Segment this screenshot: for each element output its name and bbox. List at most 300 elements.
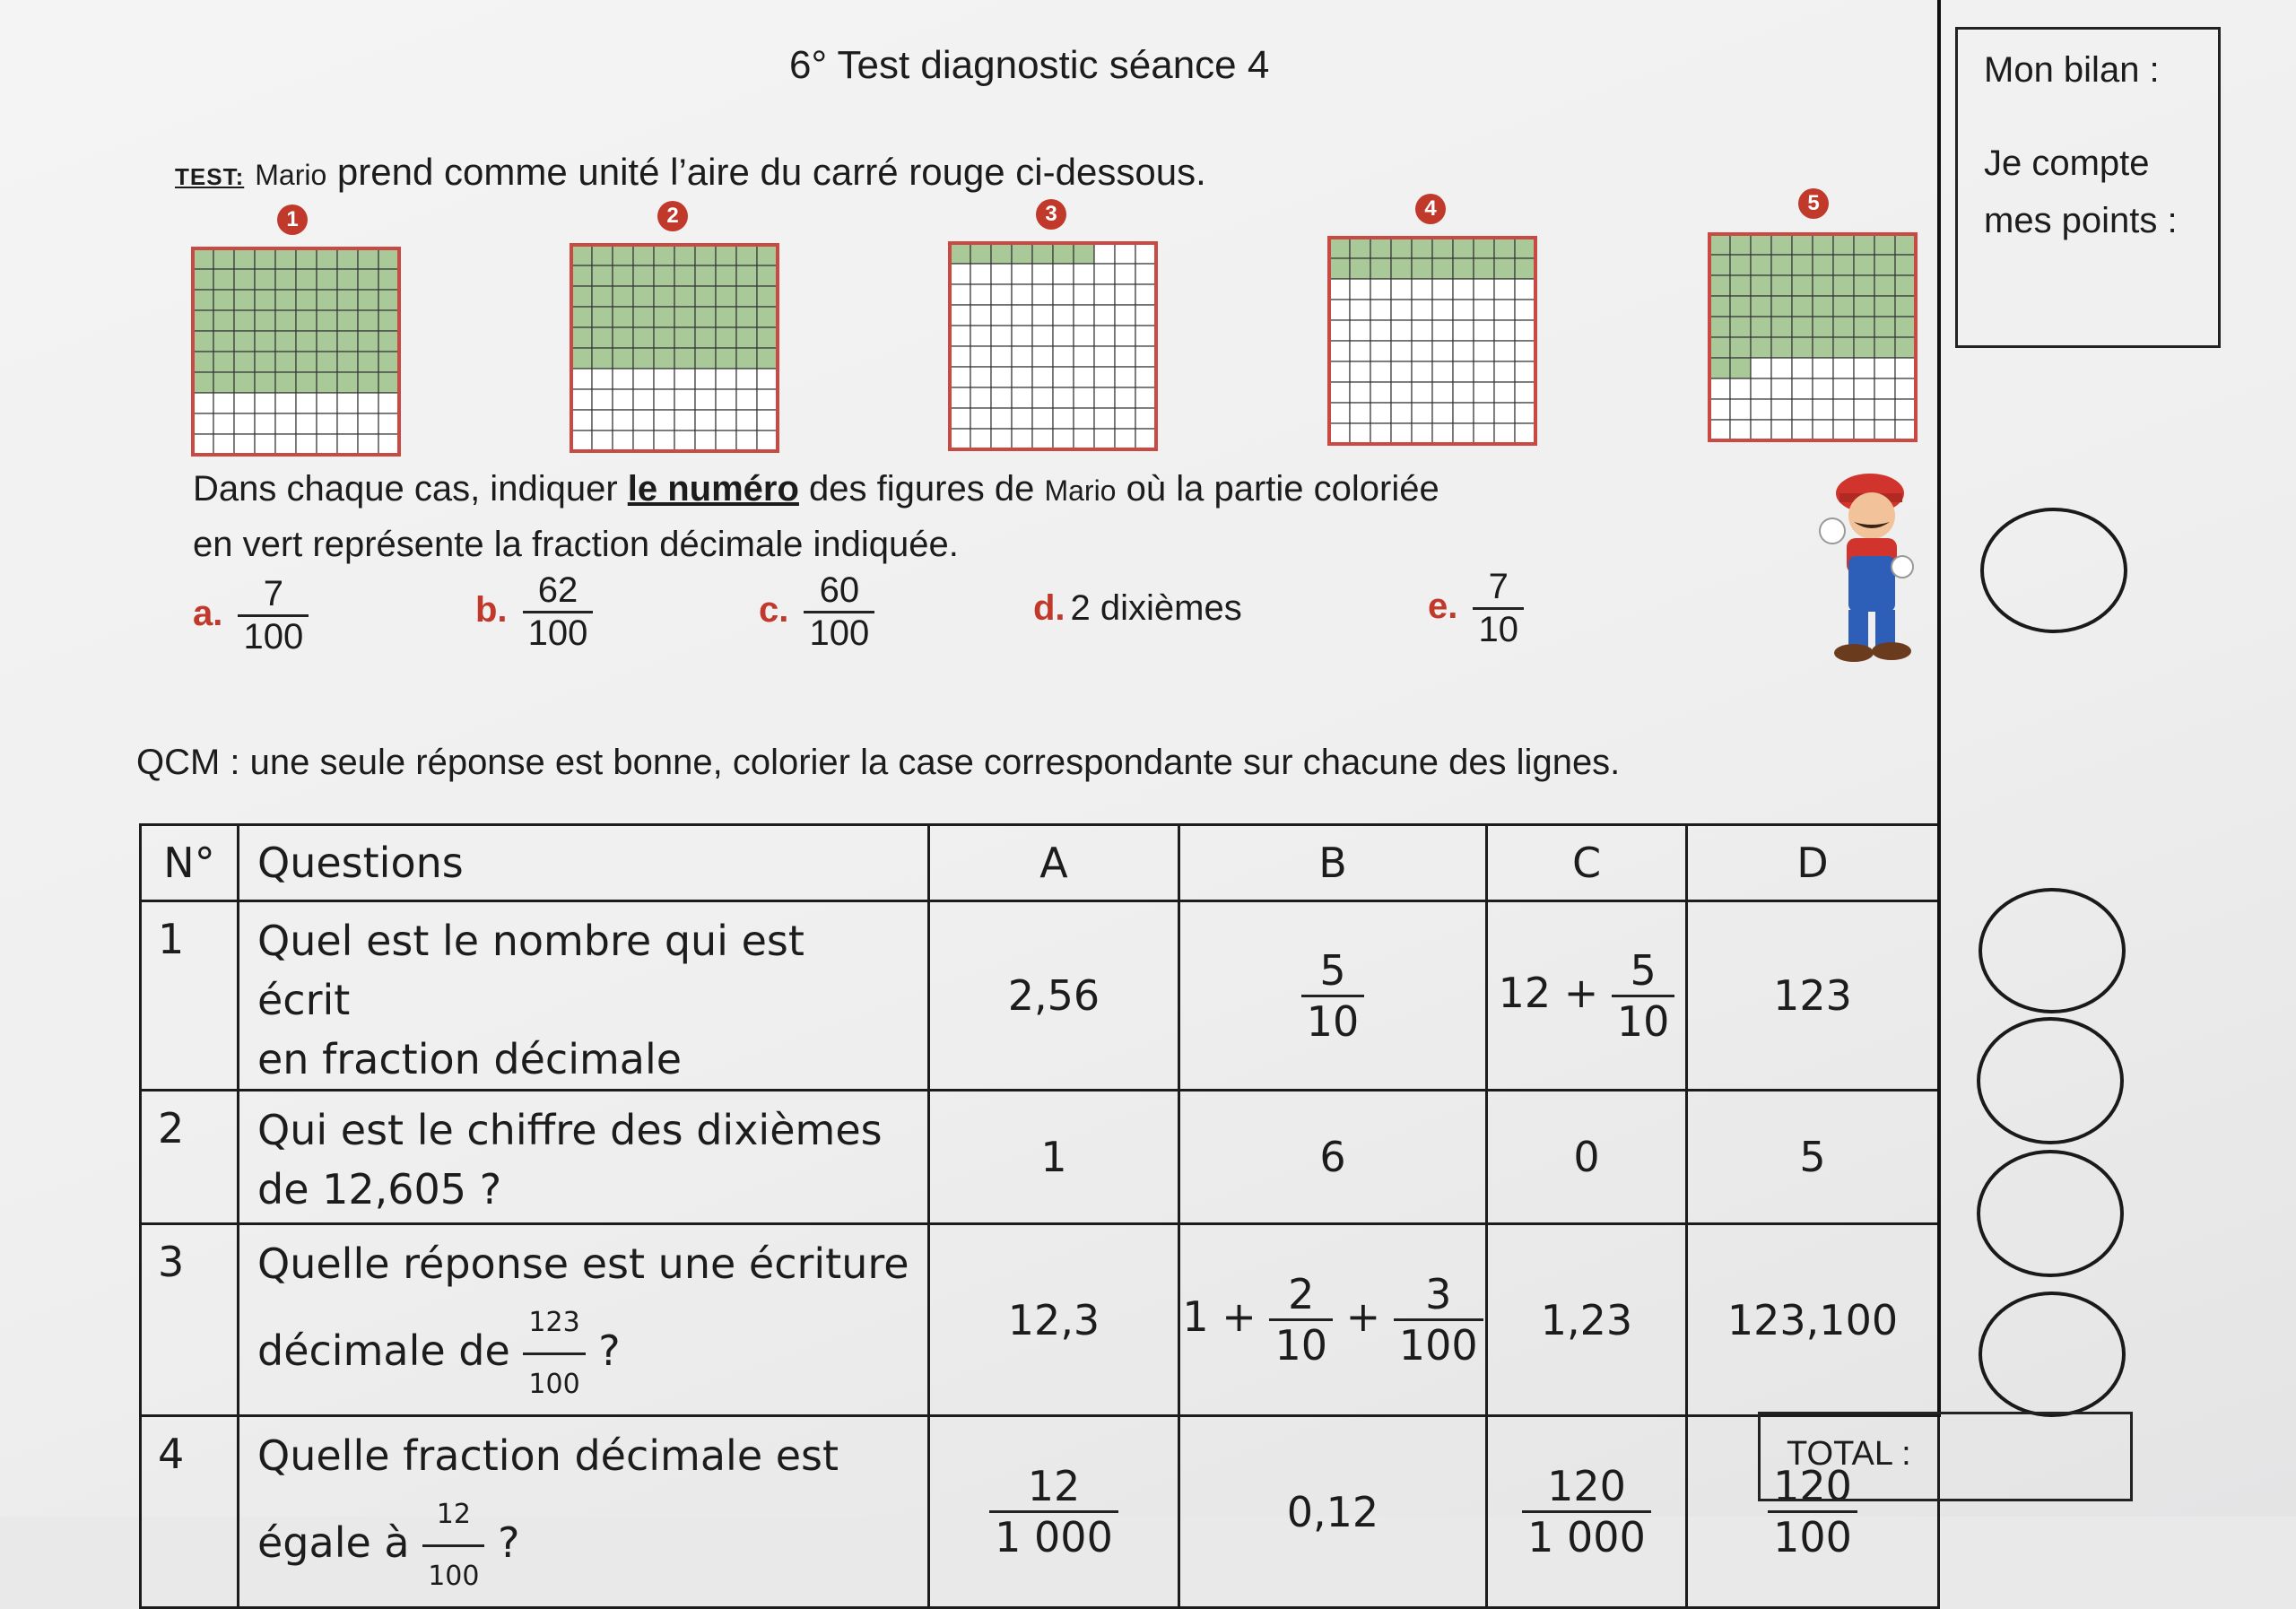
bilan-text: Je compte mes points : xyxy=(1984,144,2178,240)
grid-cell xyxy=(193,434,213,455)
grid-cell xyxy=(1854,399,1874,420)
grid-cell xyxy=(592,327,613,348)
qcm-title: QCM : une seule réponse est bonne, colorier la case correspondante sur chacune des lignes. xyxy=(136,743,1621,782)
grid-cell xyxy=(1494,382,1515,403)
grid-cell xyxy=(1329,361,1350,382)
grid-cell xyxy=(633,265,654,286)
grid-cell xyxy=(1115,408,1135,429)
grid-cell xyxy=(674,265,695,286)
grid-cell xyxy=(1432,238,1453,258)
grid-cell xyxy=(571,348,592,369)
answer-d[interactable]: 123,100 xyxy=(1687,1224,1939,1416)
grid-cell xyxy=(633,389,654,410)
grid-cell xyxy=(991,284,1012,305)
grid-cell xyxy=(674,410,695,431)
grid-cell xyxy=(695,369,716,389)
grid-cell xyxy=(337,290,358,310)
grid-cell xyxy=(1453,403,1474,423)
answer-integer: 12 + xyxy=(1498,968,1599,1017)
grid-cell xyxy=(654,431,674,451)
grid-cell xyxy=(234,434,255,455)
figure-grid xyxy=(569,242,780,454)
figure-badge: 5 xyxy=(1798,188,1829,219)
grid-cell xyxy=(613,348,633,369)
item-letter: d. xyxy=(1033,588,1065,628)
grid-cell xyxy=(1012,429,1032,449)
grid-cell xyxy=(213,434,234,455)
grid-cell xyxy=(1012,326,1032,346)
grid-cell xyxy=(991,326,1012,346)
grid-cell xyxy=(1412,320,1432,341)
grid-cell xyxy=(571,327,592,348)
table-header-row xyxy=(141,825,1939,901)
grid-cell xyxy=(757,286,778,307)
grid-cell xyxy=(1094,367,1115,387)
grid-cell xyxy=(1494,320,1515,341)
grid-cell xyxy=(654,410,674,431)
answer-d[interactable]: 5 xyxy=(1687,1091,1939,1224)
grid-cell xyxy=(592,286,613,307)
grid-cell xyxy=(592,307,613,327)
answer-c[interactable] xyxy=(1487,1416,1687,1608)
grid-cell xyxy=(1751,296,1771,317)
grid-cell xyxy=(1412,382,1432,403)
answer-numerator: 3 xyxy=(1425,1270,1452,1318)
grid-cell xyxy=(1874,337,1895,358)
grid-cell xyxy=(1792,234,1813,255)
item-e xyxy=(1428,567,1524,650)
grid-cell xyxy=(193,393,213,413)
grid-cell xyxy=(695,286,716,307)
grid-cell xyxy=(1474,300,1494,320)
grid-cell xyxy=(1792,275,1813,296)
grid-cell xyxy=(1751,337,1771,358)
grid-cell xyxy=(1895,234,1916,255)
question-end: ? xyxy=(598,1326,621,1375)
table-row xyxy=(141,1091,1939,1224)
grid-cell xyxy=(1792,296,1813,317)
grid-cell xyxy=(1329,238,1350,258)
grid-cell xyxy=(1515,320,1535,341)
grid-cell xyxy=(1412,403,1432,423)
grid-cell xyxy=(1730,317,1751,337)
item-denominator: 100 xyxy=(804,611,874,654)
grid-cell xyxy=(358,372,378,393)
figure-badge: 4 xyxy=(1415,194,1446,224)
grid-cell xyxy=(296,269,317,290)
grid-cell xyxy=(1094,429,1115,449)
grid-cell xyxy=(991,408,1012,429)
answer-b[interactable]: 6 xyxy=(1179,1091,1487,1224)
grid-cell xyxy=(571,369,592,389)
answer-denominator: 100 xyxy=(1768,1510,1857,1561)
grid-cell xyxy=(736,286,757,307)
grid-cell xyxy=(1709,275,1730,296)
grid-cell xyxy=(1730,399,1751,420)
grid-cell xyxy=(1412,341,1432,361)
grid-cell xyxy=(592,245,613,265)
question-line: Quelle fraction décimale est xyxy=(257,1431,839,1480)
grid-cell xyxy=(1474,279,1494,300)
grid-cell xyxy=(592,431,613,451)
grid-cell xyxy=(1895,337,1916,358)
test-label: TEST: xyxy=(175,163,245,190)
test-name: Mario xyxy=(255,159,327,191)
grid-cell xyxy=(1453,258,1474,279)
grid-cell xyxy=(1391,403,1412,423)
item-letter: c. xyxy=(759,590,789,631)
grid-cell xyxy=(193,372,213,393)
grid-cell xyxy=(1432,300,1453,320)
grid-cell xyxy=(757,369,778,389)
grid-cell xyxy=(991,243,1012,264)
grid-cell xyxy=(1494,258,1515,279)
grid-cell xyxy=(1833,358,1854,378)
answer-b[interactable]: 0,12 xyxy=(1179,1416,1487,1608)
grid-cell xyxy=(1453,341,1474,361)
grid-cell xyxy=(1494,361,1515,382)
grid-cell xyxy=(736,431,757,451)
grid-cell xyxy=(1115,429,1135,449)
answer-b[interactable] xyxy=(1179,1224,1487,1416)
answer-numerator: 5 xyxy=(1319,945,1346,995)
grid-cell xyxy=(1012,387,1032,408)
grid-cell xyxy=(193,331,213,352)
grid-cell xyxy=(1730,234,1751,255)
answer-c[interactable]: 0 xyxy=(1487,1091,1687,1224)
grid-cell xyxy=(275,352,296,372)
grid-cell xyxy=(255,248,275,269)
grid-cell xyxy=(970,264,991,284)
grid-cell xyxy=(1370,382,1391,403)
grid-cell xyxy=(255,434,275,455)
grid-cell xyxy=(296,248,317,269)
grid-cell xyxy=(1074,408,1094,429)
grid-cell xyxy=(1370,279,1391,300)
grid-cell xyxy=(1115,387,1135,408)
grid-cell xyxy=(1709,399,1730,420)
grid-cell xyxy=(1474,403,1494,423)
grid-cell xyxy=(654,348,674,369)
score-oval[interactable] xyxy=(1977,1150,2124,1277)
grid-cell xyxy=(695,389,716,410)
grid-cell xyxy=(1053,243,1074,264)
question-line: égale à xyxy=(257,1518,410,1567)
grid-cell xyxy=(358,248,378,269)
grid-cell xyxy=(1012,346,1032,367)
grid-cell xyxy=(1350,341,1370,361)
grid-cell xyxy=(1391,361,1412,382)
grid-cell xyxy=(674,245,695,265)
grid-cell xyxy=(213,248,234,269)
answer-a[interactable]: 12,3 xyxy=(929,1224,1179,1416)
grid-cell xyxy=(1515,423,1535,444)
item-denominator: 100 xyxy=(523,611,594,654)
grid-cell xyxy=(1453,382,1474,403)
grid-cell xyxy=(592,265,613,286)
grid-cell xyxy=(654,265,674,286)
grid-cell xyxy=(1709,358,1730,378)
grid-cell xyxy=(296,310,317,331)
grid-cell xyxy=(991,429,1012,449)
answer-c[interactable] xyxy=(1487,901,1687,1091)
grid-cell xyxy=(275,290,296,310)
grid-cell xyxy=(1730,275,1751,296)
grid-cell xyxy=(213,393,234,413)
grid-cell xyxy=(1115,264,1135,284)
grid-cell xyxy=(1350,382,1370,403)
grid-cell xyxy=(1135,305,1156,326)
answer-d[interactable]: 123 xyxy=(1687,901,1939,1091)
grid-cell xyxy=(950,284,970,305)
answer-numerator: 120 xyxy=(1547,1462,1626,1510)
item-c xyxy=(759,570,874,654)
item-b xyxy=(475,570,593,654)
grid-cell xyxy=(1494,300,1515,320)
item-numerator: 7 xyxy=(263,574,283,613)
grid-cell xyxy=(571,265,592,286)
grid-cell xyxy=(1474,238,1494,258)
grid-cell xyxy=(1833,317,1854,337)
grid-cell xyxy=(613,431,633,451)
question-line: Quel est le nombre qui est écrit xyxy=(257,917,804,1024)
grid-cell xyxy=(1730,255,1751,275)
grid-cell xyxy=(1854,275,1874,296)
grid-cell xyxy=(633,431,654,451)
grid-cell xyxy=(757,410,778,431)
grid-cell xyxy=(1012,284,1032,305)
grid-cell xyxy=(1895,358,1916,378)
grid-cell xyxy=(358,352,378,372)
grid-cell xyxy=(255,352,275,372)
grid-cell xyxy=(716,389,736,410)
grid-cell xyxy=(1494,423,1515,444)
header-number: N° xyxy=(141,825,239,901)
grid-cell xyxy=(255,269,275,290)
grid-cell xyxy=(1854,378,1874,399)
grid-cell xyxy=(1833,378,1854,399)
grid-cell xyxy=(1515,403,1535,423)
grid-cell xyxy=(1350,258,1370,279)
grid-cell xyxy=(1895,420,1916,440)
header-a: A xyxy=(929,825,1179,901)
grid-cell xyxy=(1515,361,1535,382)
row-number: 2 xyxy=(141,1091,239,1224)
page-title: 6° Test diagnostic séance 4 xyxy=(789,43,1270,87)
row-number: 1 xyxy=(141,901,239,1091)
grid-cell xyxy=(1874,420,1895,440)
grid-cell xyxy=(1474,361,1494,382)
grid-cell xyxy=(736,307,757,327)
question-denominator: 100 xyxy=(422,1544,484,1606)
grid-cell xyxy=(950,346,970,367)
grid-cell xyxy=(1792,399,1813,420)
grid-cell xyxy=(970,408,991,429)
grid-cell xyxy=(1453,279,1474,300)
answer-c[interactable]: 1,23 xyxy=(1487,1224,1687,1416)
grid-cell xyxy=(613,389,633,410)
grid-cell xyxy=(213,352,234,372)
grid-cell xyxy=(317,310,337,331)
grid-cell xyxy=(1453,361,1474,382)
grid-cell xyxy=(213,269,234,290)
item-a xyxy=(193,574,309,657)
grid-cell xyxy=(970,305,991,326)
grid-cell xyxy=(1771,420,1792,440)
answer-numerator: 12 xyxy=(1027,1462,1081,1510)
grid-cell xyxy=(193,269,213,290)
answer-a[interactable] xyxy=(929,1416,1179,1608)
score-oval[interactable] xyxy=(1979,1292,2126,1417)
grid-cell xyxy=(674,389,695,410)
grid-cell xyxy=(633,245,654,265)
grid-cell xyxy=(1432,258,1453,279)
grid-cell xyxy=(1350,320,1370,341)
grid-cell xyxy=(970,387,991,408)
grid-cell xyxy=(1771,255,1792,275)
grid-cell xyxy=(1833,420,1854,440)
grid-cell xyxy=(571,410,592,431)
score-oval[interactable] xyxy=(1979,888,2126,1013)
grid-cell xyxy=(970,346,991,367)
qcm-table xyxy=(139,823,1940,1609)
mario-illustration xyxy=(1807,466,1924,664)
figure-badge: 2 xyxy=(657,201,688,231)
header-b: B xyxy=(1179,825,1487,901)
grid-cell xyxy=(1453,300,1474,320)
bilan-title: Mon bilan : xyxy=(1984,50,2160,90)
grid-cell xyxy=(950,243,970,264)
grid-cell xyxy=(716,410,736,431)
grid-cell xyxy=(592,348,613,369)
grid-cell xyxy=(1730,420,1751,440)
grid-cell xyxy=(1813,378,1833,399)
grid-cell xyxy=(1730,296,1751,317)
question-numerator: 12 xyxy=(436,1499,471,1530)
grid-cell xyxy=(1432,279,1453,300)
grid-cell xyxy=(213,290,234,310)
grid-cell xyxy=(970,284,991,305)
answer-denominator: 100 xyxy=(1394,1318,1483,1370)
grid-cell xyxy=(716,327,736,348)
grid-cell xyxy=(234,393,255,413)
item-numerator: 7 xyxy=(1488,567,1509,606)
grid-cell xyxy=(991,264,1012,284)
grid-cell xyxy=(1494,341,1515,361)
grid-cell xyxy=(1115,284,1135,305)
grid-cell xyxy=(234,310,255,331)
grid-cell xyxy=(1135,243,1156,264)
table-row xyxy=(141,1224,1939,1416)
grid-cell xyxy=(1074,367,1094,387)
grid-cell xyxy=(736,327,757,348)
grid-cell xyxy=(378,393,399,413)
grid-cell xyxy=(1391,382,1412,403)
grid-cell xyxy=(757,307,778,327)
instruction xyxy=(193,462,1538,571)
answer-a[interactable]: 2,56 xyxy=(929,901,1179,1091)
grid-cell xyxy=(1032,243,1053,264)
grid-cell xyxy=(255,372,275,393)
grid-cell xyxy=(1074,429,1094,449)
grid-cell xyxy=(1874,234,1895,255)
grid-cell xyxy=(337,413,358,434)
grid-cell xyxy=(275,434,296,455)
answer-denominator: 10 xyxy=(1301,995,1365,1046)
grid-cell xyxy=(1412,279,1432,300)
question-cell xyxy=(239,1416,929,1608)
grid-cell xyxy=(1370,320,1391,341)
grid-cell xyxy=(193,352,213,372)
answer-b[interactable] xyxy=(1179,901,1487,1091)
grid-cell xyxy=(193,248,213,269)
grid-cell xyxy=(970,326,991,346)
grid-cell xyxy=(255,393,275,413)
grid-cell xyxy=(654,307,674,327)
grid-cell xyxy=(716,369,736,389)
grid-cell xyxy=(1432,341,1453,361)
figure-grid xyxy=(190,246,402,457)
answer-a[interactable]: 1 xyxy=(929,1091,1179,1224)
grid-cell xyxy=(358,331,378,352)
answer-integer: 1 + xyxy=(1182,1292,1257,1341)
grid-cell xyxy=(633,327,654,348)
figure-grid xyxy=(1707,231,1918,443)
grid-cell xyxy=(1094,387,1115,408)
grid-cell xyxy=(695,410,716,431)
grid-cell xyxy=(296,434,317,455)
grid-cell xyxy=(378,352,399,372)
grid-cell xyxy=(1709,317,1730,337)
grid-cell xyxy=(674,431,695,451)
question-line: Qui est le chiffre des dixièmes xyxy=(257,1106,883,1154)
answer-plus: + xyxy=(1345,1292,1381,1341)
grid-cell xyxy=(378,434,399,455)
grid-cell xyxy=(1012,264,1032,284)
grid-cell xyxy=(1135,284,1156,305)
grid-cell xyxy=(674,369,695,389)
grid-cell xyxy=(716,245,736,265)
grid-cell xyxy=(1895,317,1916,337)
grid-cell xyxy=(296,352,317,372)
grid-cell xyxy=(1813,296,1833,317)
grid-cell xyxy=(1135,429,1156,449)
score-oval[interactable] xyxy=(1980,508,2127,633)
grid-cell xyxy=(296,290,317,310)
grid-cell xyxy=(1895,296,1916,317)
grid-cell xyxy=(1854,296,1874,317)
grid-cell xyxy=(571,389,592,410)
item-denominator: 100 xyxy=(238,614,309,657)
grid-cell xyxy=(317,393,337,413)
grid-cell xyxy=(1412,361,1432,382)
grid-cell xyxy=(1053,408,1074,429)
grid-cell xyxy=(1730,337,1751,358)
grid-cell xyxy=(1813,399,1833,420)
grid-cell xyxy=(1012,243,1032,264)
grid-cell xyxy=(950,387,970,408)
grid-cell xyxy=(234,413,255,434)
grid-cell xyxy=(950,326,970,346)
grid-cell xyxy=(1432,361,1453,382)
grid-cell xyxy=(275,310,296,331)
grid-cell xyxy=(757,327,778,348)
grid-cell xyxy=(275,372,296,393)
score-oval[interactable] xyxy=(1977,1017,2124,1144)
grid-cell xyxy=(757,245,778,265)
grid-cell xyxy=(255,413,275,434)
grid-cell xyxy=(337,372,358,393)
